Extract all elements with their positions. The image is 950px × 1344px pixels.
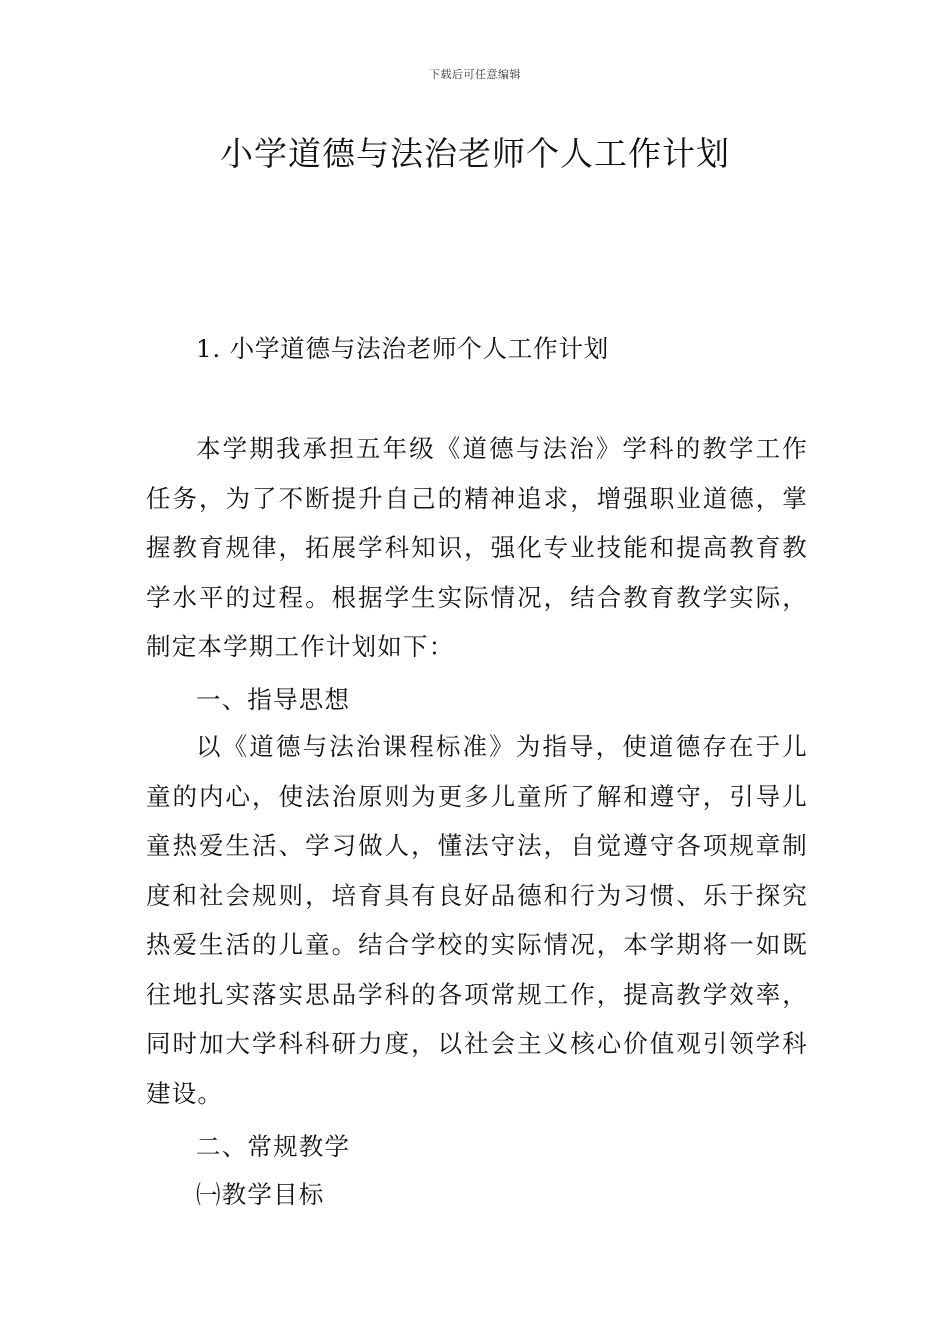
intro-paragraph [146, 424, 808, 672]
header-note: 下载后可任意编辑 [429, 68, 521, 81]
intro-paragraph-text: 本学期我承担五年级《道德与法治》学科的教学工作任务，为了不断提升自己的精神追求，增强职业道德，掌握教育规律，拓展学科知识，强化专业技能和提高教育教学水平的过程。根据学生实际情况，结合教育教学实际，制定本学期工作计划如下： [146, 434, 808, 661]
guiding-thought-paragraph-text: 以《道德与法治课程标准》为指导，使道德存在于儿童的内心，使法治原则为更多儿童所了解和遵守，引导儿童热爱生活、学习做人，懂法守法，自觉遵守各项规章制度和社会规则，培育具有良好品德和行为习惯、乐于探究热爱生活的儿童。结合学校的实际情况，本学期将一如既往地扎实落实思品学科的各项常规工作，提高教学效率，同时加大学科科研力度，以社会主义核心价值观引领学科建设。 [146, 732, 808, 1108]
document-title: 小学道德与法治老师个人工作计划 [220, 134, 730, 173]
subsection-heading-teaching-goals: ㈠教学目标 [196, 1180, 325, 1209]
section-heading-routine-teaching: 二、常规教学 [196, 1132, 351, 1161]
guiding-thought-paragraph [146, 722, 808, 1118]
document-subtitle: 1. 小学道德与法治老师个人工作计划 [196, 334, 610, 363]
section-heading-guiding-thought: 一、指导思想 [196, 685, 351, 714]
